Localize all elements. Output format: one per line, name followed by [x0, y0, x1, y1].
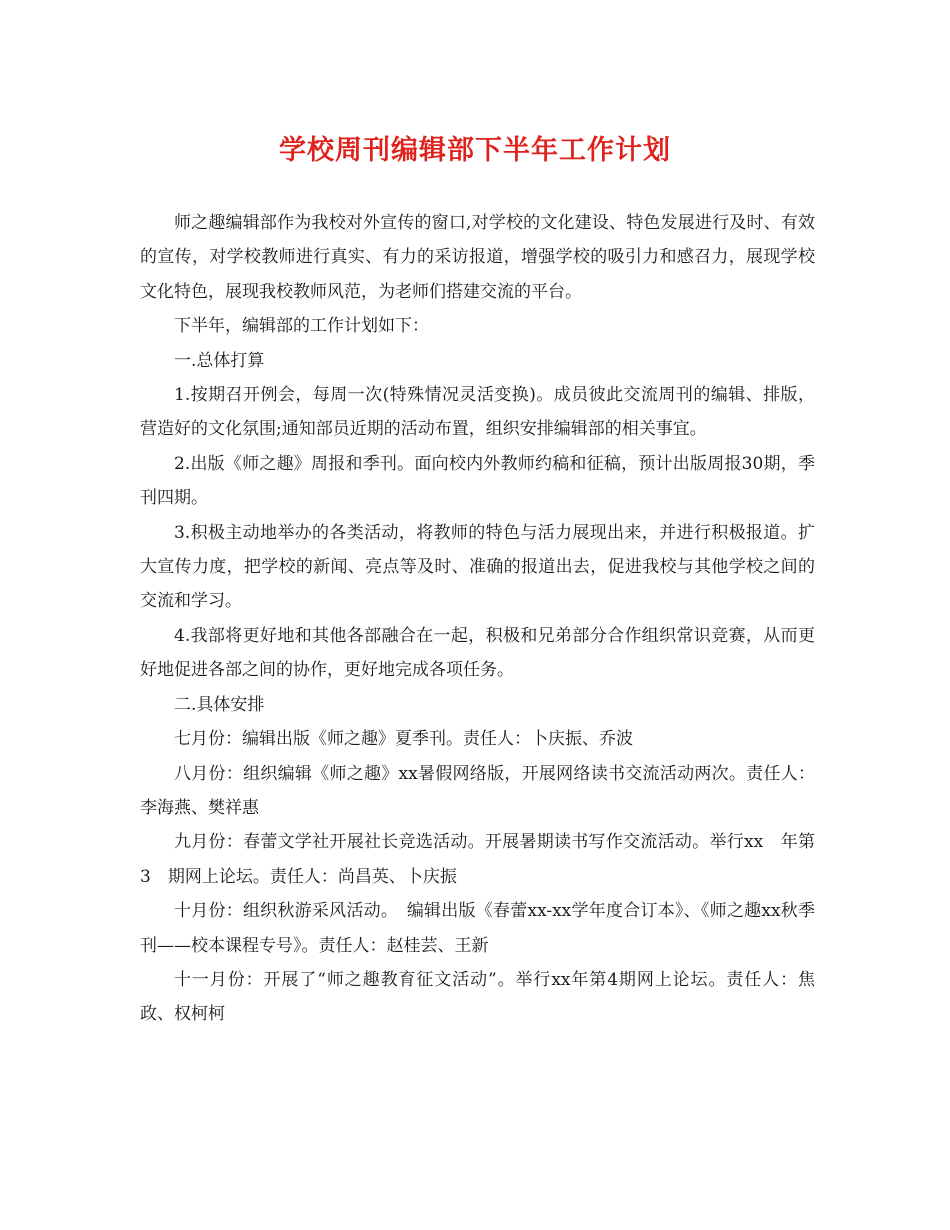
paragraph-item-4: 4.我部将更好地和其他各部融合在一起，积极和兄弟部分合作组织常识竞赛，从而更好地促进各部之间的协作，更好地完成各项任务。	[140, 625, 815, 681]
paragraph-item-1: 1.按期召开例会，每周一次(特殊情况灵活变换)。成员彼此交流周刊的编辑、排版，营造好的文化氛围;通知部员近期的活动布置，组织安排编辑部的相关事宜。	[140, 385, 815, 440]
paragraph-item-2: 2.出版《师之趣》周报和季刊。面向校内外教师约稿和征稿，预计出版周报30期，季刊四期。	[140, 453, 815, 509]
document-title: 学校周刊编辑部下半年工作计划	[279, 135, 671, 166]
schedule-july: 七月份：编辑出版《师之趣》夏季刊。责任人：卜庆振、乔波	[174, 729, 633, 750]
schedule-october: 十月份：组织秋游采风活动。 编辑出版《春蕾xx-xx学年度合订本》、《师之趣xx秋季刊——校本课程专号》。责任人：赵桂芸、王新	[140, 901, 815, 956]
schedule-august: 八月份：组织编辑《师之趣》xx暑假网络版，开展网络读书交流活动两次。责任人：李海燕、樊祥惠	[140, 763, 815, 818]
schedule-september: 九月份：春蕾文学社开展社长竞选活动。开展暑期读书写作交流活动。举行xx 年第 3 期网上论坛。责任人：尚昌英、卜庆振	[140, 832, 832, 887]
section-heading-overall: 一.总体打算	[174, 350, 265, 371]
document-body	[140, 206, 832, 1032]
paragraph-plan-lead: 下半年，编辑部的工作计划如下：	[174, 316, 429, 337]
section-heading-schedule: 二.具体安排	[174, 694, 265, 715]
paragraph-intro: 师之趣编辑部作为我校对外宣传的窗口,对学校的文化建设、特色发展进行及时、有效的宣传，对学校教师进行真实、有力的采访报道，增强学校的吸引力和感召力，展现学校文化特色，展现我校教师风范，为老师们搭建交流的平台。	[140, 213, 815, 302]
schedule-november: 十一月份：开展了“师之趣教育征文活动”。举行xx年第4期网上论坛。责任人：焦政、权柯柯	[140, 969, 815, 1025]
paragraph-item-3: 3.积极主动地举办的各类活动，将教师的特色与活力展现出来，并进行积极报道。扩大宣传力度，把学校的新闻、亮点等及时、准确的报道出去，促进我校与其他学校之间的交流和学习。	[140, 522, 815, 612]
